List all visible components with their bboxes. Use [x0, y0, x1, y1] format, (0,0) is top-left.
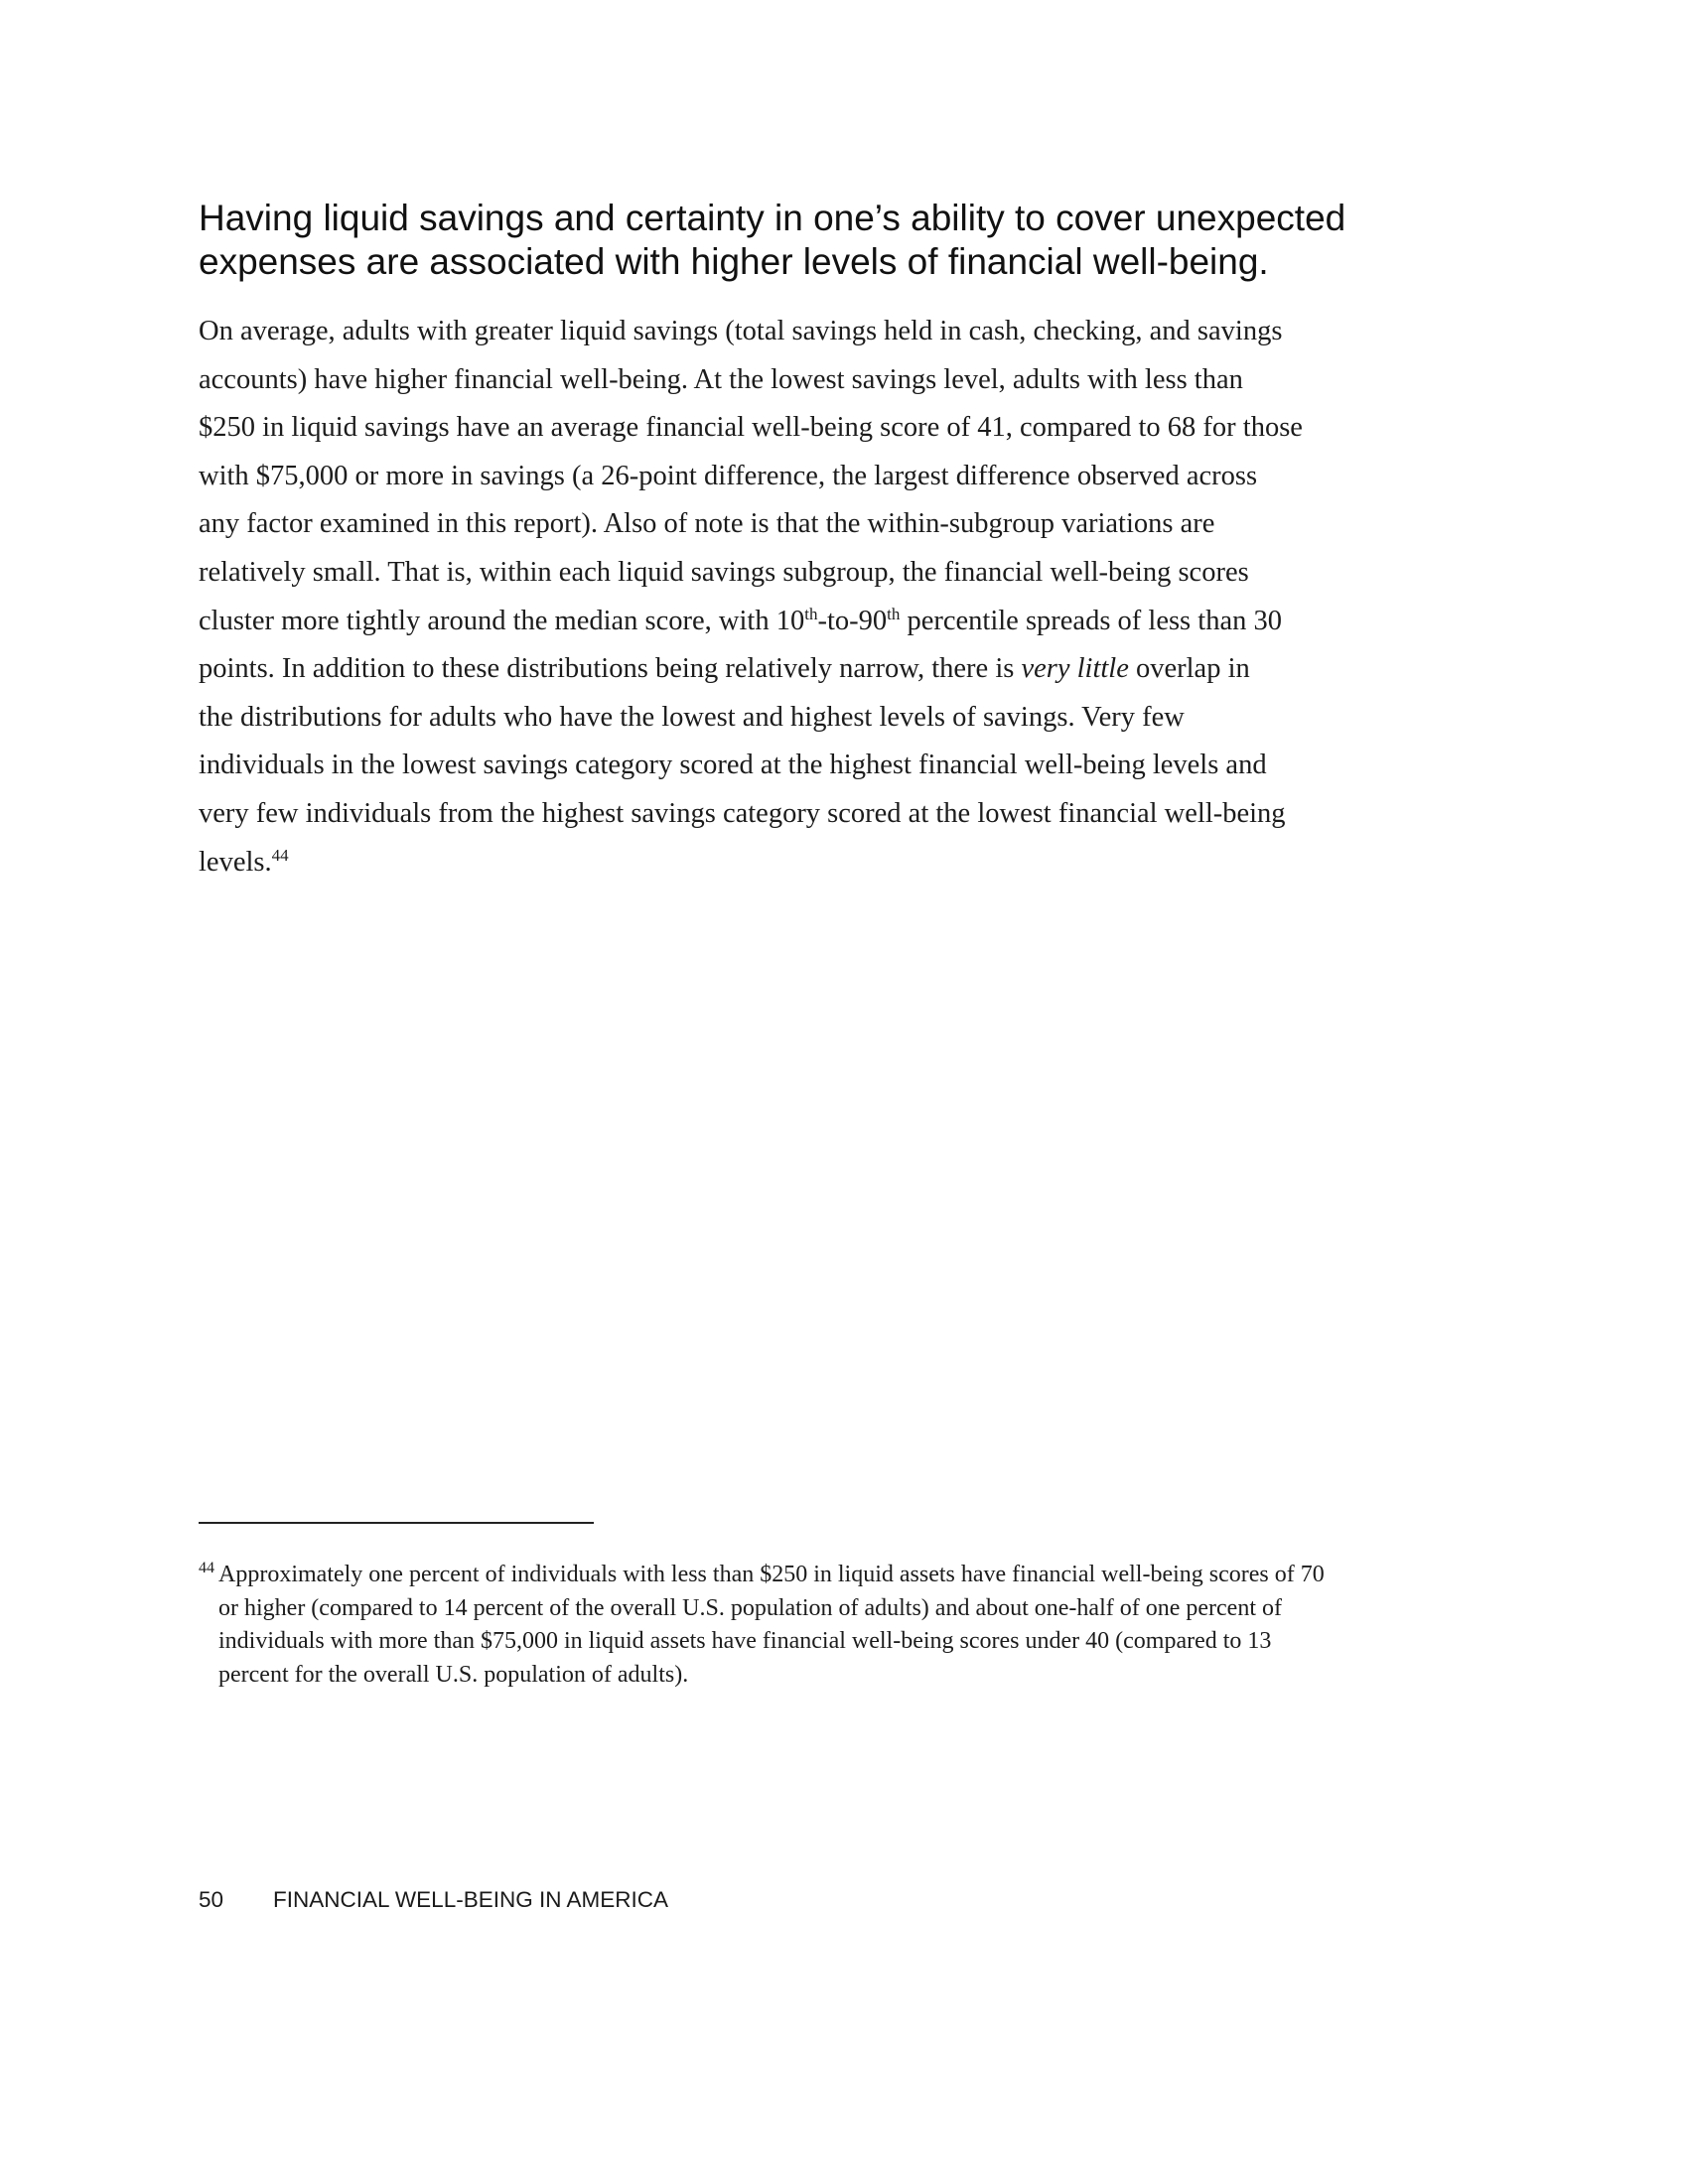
footnote-divider — [199, 1522, 594, 1524]
page-number: 50 — [199, 1887, 224, 1912]
footnote-line: or higher (compared to 14 percent of the overall U.S. population of adults) and about one-half of one percent of — [218, 1594, 1282, 1621]
paragraph-line: with $75,000 or more in savings (a 26-point difference, the largest difference observed across — [199, 460, 1258, 491]
emphasis-text: very little — [1021, 653, 1129, 685]
footnote-line: individuals with more than $75,000 in liquid assets have financial well-being scores under 40 (compared to 13 — [218, 1628, 1272, 1654]
paragraph-line: On average, adults with greater liquid savings (total savings held in cash, checking, and savings — [199, 316, 1283, 346]
heading-line: expenses are associated with higher levels of financial well-being. — [199, 241, 1269, 282]
text-run: levels. — [199, 846, 272, 878]
text-run: overlap in — [1128, 653, 1250, 685]
section-heading — [199, 197, 1489, 284]
text-run: Approximately one percent of individuals with less than $250 in liquid assets have financial well-being scores of 70 — [218, 1562, 1325, 1587]
paragraph-line — [199, 645, 1499, 694]
paragraph-line: $250 in liquid savings have an average financial well-being score of 41, compared to 68 for those — [199, 412, 1303, 444]
superscript-ordinal: th — [804, 604, 818, 623]
footnote-line: percent for the overall U.S. population of adults). — [218, 1661, 689, 1688]
text-run: percentile spreads of less than 30 — [900, 605, 1282, 636]
footnote-number: 44 — [199, 1560, 214, 1577]
paragraph-line — [199, 598, 1499, 646]
superscript-ordinal: th — [887, 604, 901, 623]
paragraph-line: accounts) have higher financial well-being. At the lowest savings level, adults with less than — [199, 363, 1243, 395]
text-run: -to-90 — [817, 605, 888, 636]
text-run: cluster more tightly around the median score, with 10 — [199, 605, 805, 636]
paragraph-line: any factor examined in this report). Also of note is that the within-subgroup variations are — [199, 508, 1215, 540]
paragraph-line: individuals in the lowest savings category scored at the highest financial well-being levels and — [199, 750, 1267, 781]
paragraph-line — [199, 839, 1499, 887]
footnote-line — [199, 1559, 1499, 1592]
page-footer — [199, 1886, 668, 1914]
report-title: FINANCIAL WELL-BEING IN AMERICA — [273, 1887, 668, 1912]
body-paragraph — [199, 308, 1499, 887]
paragraph-line: the distributions for adults who have the lowest and highest levels of savings. Very few — [199, 701, 1185, 733]
paragraph-line: relatively small. That is, within each liquid savings subgroup, the financial well-being scores — [199, 556, 1249, 588]
footnote-reference[interactable]: 44 — [271, 845, 289, 865]
paragraph-line: very few individuals from the highest savings category scored at the lowest financial well-being — [199, 797, 1286, 829]
text-run: points. In addition to these distributions being relatively narrow, there is — [199, 653, 1022, 685]
heading-line: Having liquid savings and certainty in one’s ability to cover unexpected — [199, 198, 1346, 238]
footnote — [199, 1559, 1499, 1692]
